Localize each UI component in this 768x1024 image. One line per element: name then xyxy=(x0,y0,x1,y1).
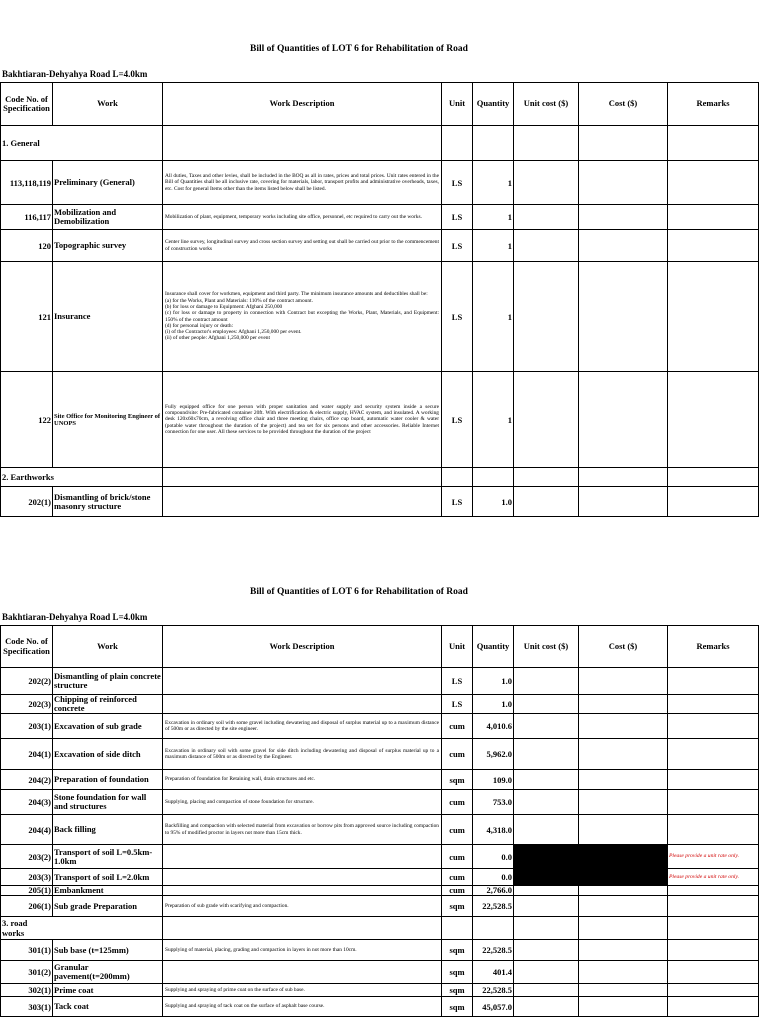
section-row xyxy=(1,917,759,940)
row-code: 302(1) xyxy=(1,984,53,997)
row-unit-cost[interactable] xyxy=(514,714,579,739)
row-work: Prime coat xyxy=(53,984,163,997)
row-quantity: 753.0 xyxy=(473,790,514,815)
table-row xyxy=(1,984,759,997)
section-label: 2. Earthworks xyxy=(1,468,163,487)
row-unit-cost[interactable] xyxy=(514,262,579,372)
row-unit: cum xyxy=(442,739,473,770)
row-work: Excavation of sub grade xyxy=(53,714,163,739)
row-quantity: 22,528.5 xyxy=(473,940,514,961)
row-quantity: 0.0 xyxy=(473,869,514,886)
row-cost[interactable] xyxy=(579,997,668,1017)
row-work: Site Office for Monitoring Engineer of UNOPS xyxy=(53,372,163,468)
row-description xyxy=(163,668,442,695)
row-description: Excavation in ordinary soil with some gravel for side ditch including dewatering and disposal of surplus material up to a maximum distance of 500m or as directed by the Engineer. xyxy=(163,739,442,770)
row-quantity: 1.0 xyxy=(473,695,514,714)
row-remarks xyxy=(668,961,759,984)
row-remarks xyxy=(668,205,759,230)
row-cost[interactable] xyxy=(579,739,668,770)
col-header-work: Work xyxy=(53,626,163,668)
row-quantity: 4,318.0 xyxy=(473,815,514,845)
row-code: 301(2) xyxy=(1,961,53,984)
section-label: 3. road works xyxy=(1,917,53,940)
row-unit: LS xyxy=(442,487,473,517)
table-row xyxy=(1,487,759,517)
table-row xyxy=(1,997,759,1017)
row-unit-cost[interactable] xyxy=(514,997,579,1017)
header-row xyxy=(1,626,759,668)
row-unit-cost[interactable] xyxy=(514,869,579,886)
table-row xyxy=(1,739,759,770)
table-row xyxy=(1,230,759,262)
row-unit: LS xyxy=(442,205,473,230)
row-work: Stone foundation for wall and structures xyxy=(53,790,163,815)
row-cost[interactable] xyxy=(579,487,668,517)
row-unit: sqm xyxy=(442,984,473,997)
col-header-description: Work Description xyxy=(163,83,442,126)
row-quantity: 4,010.6 xyxy=(473,714,514,739)
row-remarks: Please provide a unit rate only. xyxy=(668,845,759,869)
row-remarks xyxy=(668,262,759,372)
row-work: Preliminary (General) xyxy=(53,161,163,205)
table-row xyxy=(1,869,759,886)
row-unit-cost[interactable] xyxy=(514,230,579,262)
col-header-cost: Cost ($) xyxy=(579,83,668,126)
row-cost[interactable] xyxy=(579,695,668,714)
row-quantity: 1.0 xyxy=(473,487,514,517)
row-quantity: 1 xyxy=(473,372,514,468)
row-code: 206(1) xyxy=(1,896,53,917)
row-remarks xyxy=(668,230,759,262)
row-cost[interactable] xyxy=(579,896,668,917)
row-code: 303(1) xyxy=(1,997,53,1017)
row-cost[interactable] xyxy=(579,372,668,468)
row-unit: sqm xyxy=(442,770,473,790)
row-description: Supplying, placing and compaction of stone foundation for structure. xyxy=(163,790,442,815)
row-remarks xyxy=(668,984,759,997)
row-description xyxy=(163,695,442,714)
row-description: Insurance shall cover for workmen, equipment and third party. The minimum insurance amounts and deductibles shall be: (a) for the Works, Plant and Materials: 110% of the contract amount. (b) for loss or damage to Equipment: Afghani 250,000 (c) for loss or damage to property in connection with Contract but excepting the Works, Plant, Materials, and Equipment: 150% of the contract amount (d) for personal injury or death: (i) of the Contractor's employees: Afghani 1,250,000 per event. (ii) of other people: Afghani 1,250,000 per event xyxy=(163,262,442,372)
row-remarks: Please provide a unit rate only. xyxy=(668,869,759,886)
row-cost[interactable] xyxy=(579,940,668,961)
row-code: 202(2) xyxy=(1,668,53,695)
row-quantity: 109.0 xyxy=(473,770,514,790)
row-remarks xyxy=(668,714,759,739)
section-row xyxy=(1,468,759,487)
road-name: Bakhtiaran-Dehyahya Road L=4.0km xyxy=(2,69,148,79)
table-row xyxy=(1,961,759,984)
col-header-remarks: Remarks xyxy=(668,626,759,668)
row-description xyxy=(163,961,442,984)
table-row xyxy=(1,714,759,739)
row-unit: cum xyxy=(442,886,473,896)
col-header-code: Code No. of Specification xyxy=(1,626,53,668)
row-description xyxy=(163,487,442,517)
row-unit: sqm xyxy=(442,896,473,917)
row-quantity: 1.0 xyxy=(473,668,514,695)
row-description: Excavation in ordinary soil with some gravel including dewatering and disposal of surplus material up to a maximum distance of 500m or as directed by the site engineer. xyxy=(163,714,442,739)
row-remarks xyxy=(668,372,759,468)
table-row xyxy=(1,668,759,695)
row-unit-cost[interactable] xyxy=(514,770,579,790)
col-header-unit-cost: Unit cost ($) xyxy=(514,626,579,668)
table-row xyxy=(1,205,759,230)
row-code: 203(3) xyxy=(1,869,53,886)
row-unit-cost[interactable] xyxy=(514,984,579,997)
row-work: Sub base (t=125mm) xyxy=(53,940,163,961)
row-cost[interactable] xyxy=(579,770,668,790)
row-description xyxy=(163,869,442,886)
row-work: Transport of soil L=0.5km-1.0km xyxy=(53,845,163,869)
row-quantity: 22,528.5 xyxy=(473,896,514,917)
row-quantity: 1 xyxy=(473,230,514,262)
row-code: 202(1) xyxy=(1,487,53,517)
row-work: Insurance xyxy=(53,262,163,372)
row-cost[interactable] xyxy=(579,790,668,815)
row-description: All duties, Taxes and other levies, shall be included in the BOQ as all in rates, prices and total prices. Unit rates entered in the Bill of Quantities shall be all inclusive rate, covering for materials, labor, transport profits and administrative overheads, taxes, etc. Cost for general Items other than the items listed below shall be listed. xyxy=(163,161,442,205)
row-code: 204(3) xyxy=(1,790,53,815)
row-code: 113,118,119 xyxy=(1,161,53,205)
row-cost[interactable] xyxy=(579,668,668,695)
table-row xyxy=(1,845,759,869)
row-unit: sqm xyxy=(442,940,473,961)
row-remarks xyxy=(668,997,759,1017)
row-unit: sqm xyxy=(442,961,473,984)
row-description: Fully equipped office for one person with proper sanitation and water supply and security system inside a secure compound/site: Pre-fabricated container 20ft. With electrification & electric supply, HVAC system, and insulated. A working desk 120x60x70cm, a revolving office chair and three meeting chairs, office cup board, automatic water cooler & water (potable water throughout the duration of the project) and tea set for six persons and other accessories. Reliable Internet connection for one user. All these services to be provided throughout the duration of the project xyxy=(163,372,442,468)
row-quantity: 0.0 xyxy=(473,845,514,869)
page-title: Bill of Quantities of LOT 6 for Rehabilitation of Road xyxy=(250,587,468,597)
row-quantity: 1 xyxy=(473,161,514,205)
row-unit-cost[interactable] xyxy=(514,896,579,917)
row-code: 204(1) xyxy=(1,739,53,770)
row-code: 301(1) xyxy=(1,940,53,961)
row-unit: cum xyxy=(442,790,473,815)
row-unit: cum xyxy=(442,714,473,739)
row-unit: LS xyxy=(442,695,473,714)
col-header-unit: Unit xyxy=(442,83,473,126)
row-code: 203(1) xyxy=(1,714,53,739)
row-unit: cum xyxy=(442,869,473,886)
row-cost[interactable] xyxy=(579,714,668,739)
col-header-description: Work Description xyxy=(163,626,442,668)
table-row xyxy=(1,790,759,815)
table-row xyxy=(1,695,759,714)
table-row xyxy=(1,940,759,961)
col-header-remarks: Remarks xyxy=(668,83,759,126)
row-unit-cost[interactable] xyxy=(514,845,579,869)
table-row xyxy=(1,372,759,468)
row-unit-cost[interactable] xyxy=(514,695,579,714)
col-header-cost: Cost ($) xyxy=(579,626,668,668)
row-description xyxy=(163,886,442,896)
row-unit-cost[interactable] xyxy=(514,940,579,961)
row-unit-cost[interactable] xyxy=(514,372,579,468)
row-work: Embankment xyxy=(53,886,163,896)
row-unit-cost[interactable] xyxy=(514,161,579,205)
row-cost[interactable] xyxy=(579,961,668,984)
row-remarks xyxy=(668,739,759,770)
row-work: Topographic survey xyxy=(53,230,163,262)
table-row xyxy=(1,262,759,372)
row-code: 120 xyxy=(1,230,53,262)
col-header-unit-cost: Unit cost ($) xyxy=(514,83,579,126)
row-remarks xyxy=(668,161,759,205)
row-work: Dismantling of plain concrete structure xyxy=(53,668,163,695)
row-cost[interactable] xyxy=(579,984,668,997)
row-cost xyxy=(579,869,668,886)
row-description: Supplying and spraying of tack coat on the surface of asphalt base course. xyxy=(163,997,442,1017)
row-remarks xyxy=(668,790,759,815)
row-description: Supplying and spraying of prime coat on the surface of sub base. xyxy=(163,984,442,997)
row-unit: LS xyxy=(442,161,473,205)
row-unit: cum xyxy=(442,815,473,845)
row-unit: LS xyxy=(442,262,473,372)
col-header-work: Work xyxy=(53,83,163,126)
page-title: Bill of Quantities of LOT 6 for Rehabilitation of Road xyxy=(250,44,468,54)
table-row xyxy=(1,770,759,790)
row-cost[interactable] xyxy=(579,262,668,372)
row-work: Granular pavement(t=200mm) xyxy=(53,961,163,984)
section-label: 1. General xyxy=(1,126,163,161)
row-work: Transport of soil L=2.0km xyxy=(53,869,163,886)
row-description: Center line survey, longitudinal survey and cross section survey and setting out shall be carried out prior to the commencement of construction works xyxy=(163,230,442,262)
row-quantity: 401.4 xyxy=(473,961,514,984)
col-header-unit: Unit xyxy=(442,626,473,668)
row-remarks xyxy=(668,940,759,961)
header-row xyxy=(1,83,759,126)
row-code: 205(1) xyxy=(1,886,53,896)
row-work: Tack coat xyxy=(53,997,163,1017)
row-cost[interactable] xyxy=(579,161,668,205)
row-remarks xyxy=(668,668,759,695)
row-code: 116,117 xyxy=(1,205,53,230)
row-cost[interactable] xyxy=(579,815,668,845)
row-unit-cost[interactable] xyxy=(514,205,579,230)
table-row xyxy=(1,896,759,917)
row-quantity: 5,962.0 xyxy=(473,739,514,770)
row-work: Excavation of side ditch xyxy=(53,739,163,770)
row-work: Dismantling of brick/stone masonry structure xyxy=(53,487,163,517)
row-remarks xyxy=(668,886,759,896)
row-unit-cost[interactable] xyxy=(514,668,579,695)
row-description: Supplying of material, placing, grading and compaction in layers in not more than 10cm. xyxy=(163,940,442,961)
col-header-quantity: Quantity xyxy=(473,83,514,126)
boq-table xyxy=(0,625,759,1017)
row-quantity: 1 xyxy=(473,262,514,372)
row-unit: LS xyxy=(442,372,473,468)
row-work: Back filling xyxy=(53,815,163,845)
row-work: Mobilization and Demobilization xyxy=(53,205,163,230)
table-row xyxy=(1,815,759,845)
row-cost[interactable] xyxy=(579,886,668,896)
table-row xyxy=(1,161,759,205)
row-remarks xyxy=(668,487,759,517)
row-remarks xyxy=(668,815,759,845)
row-quantity: 2,766.0 xyxy=(473,886,514,896)
row-unit-cost[interactable] xyxy=(514,815,579,845)
row-unit: cum xyxy=(442,845,473,869)
row-code: 202(3) xyxy=(1,695,53,714)
row-quantity: 45,057.0 xyxy=(473,997,514,1017)
row-code: 121 xyxy=(1,262,53,372)
row-description: Mobilization of plant, equipment, temporary works including site office, personnel, etc required to carry out the works. xyxy=(163,205,442,230)
row-cost xyxy=(579,845,668,869)
row-work: Sub grade Preparation xyxy=(53,896,163,917)
row-description: Preparation of foundation for Retaining wall, drain structures and etc. xyxy=(163,770,442,790)
row-work: Preparation of foundation xyxy=(53,770,163,790)
col-header-quantity: Quantity xyxy=(473,626,514,668)
row-quantity: 22,528.5 xyxy=(473,984,514,997)
row-remarks xyxy=(668,695,759,714)
row-unit-cost[interactable] xyxy=(514,790,579,815)
row-description: Preparation of sub grade with scarifying and compaction. xyxy=(163,896,442,917)
row-remarks xyxy=(668,896,759,917)
row-code: 204(2) xyxy=(1,770,53,790)
row-code: 204(4) xyxy=(1,815,53,845)
row-work: Chipping of reinforced concrete xyxy=(53,695,163,714)
row-unit-cost[interactable] xyxy=(514,487,579,517)
road-name: Bakhtiaran-Dehyahya Road L=4.0km xyxy=(2,612,148,622)
row-description xyxy=(163,845,442,869)
row-remarks xyxy=(668,770,759,790)
row-description: Backfilling and compaction with selected material from excavation or borrow pits from approved source including compaction to 95% of modified proctor in layers not more than 15cm thick. xyxy=(163,815,442,845)
boq-table xyxy=(0,82,759,517)
row-code: 203(2) xyxy=(1,845,53,869)
row-unit: LS xyxy=(442,668,473,695)
row-code: 122 xyxy=(1,372,53,468)
row-quantity: 1 xyxy=(473,205,514,230)
row-unit: LS xyxy=(442,230,473,262)
row-unit: sqm xyxy=(442,997,473,1017)
row-cost[interactable] xyxy=(579,230,668,262)
row-unit-cost[interactable] xyxy=(514,886,579,896)
section-row xyxy=(1,126,759,161)
col-header-code: Code No. of Specification xyxy=(1,83,53,126)
row-cost[interactable] xyxy=(579,205,668,230)
row-unit-cost[interactable] xyxy=(514,739,579,770)
table-row xyxy=(1,886,759,896)
row-unit-cost[interactable] xyxy=(514,961,579,984)
